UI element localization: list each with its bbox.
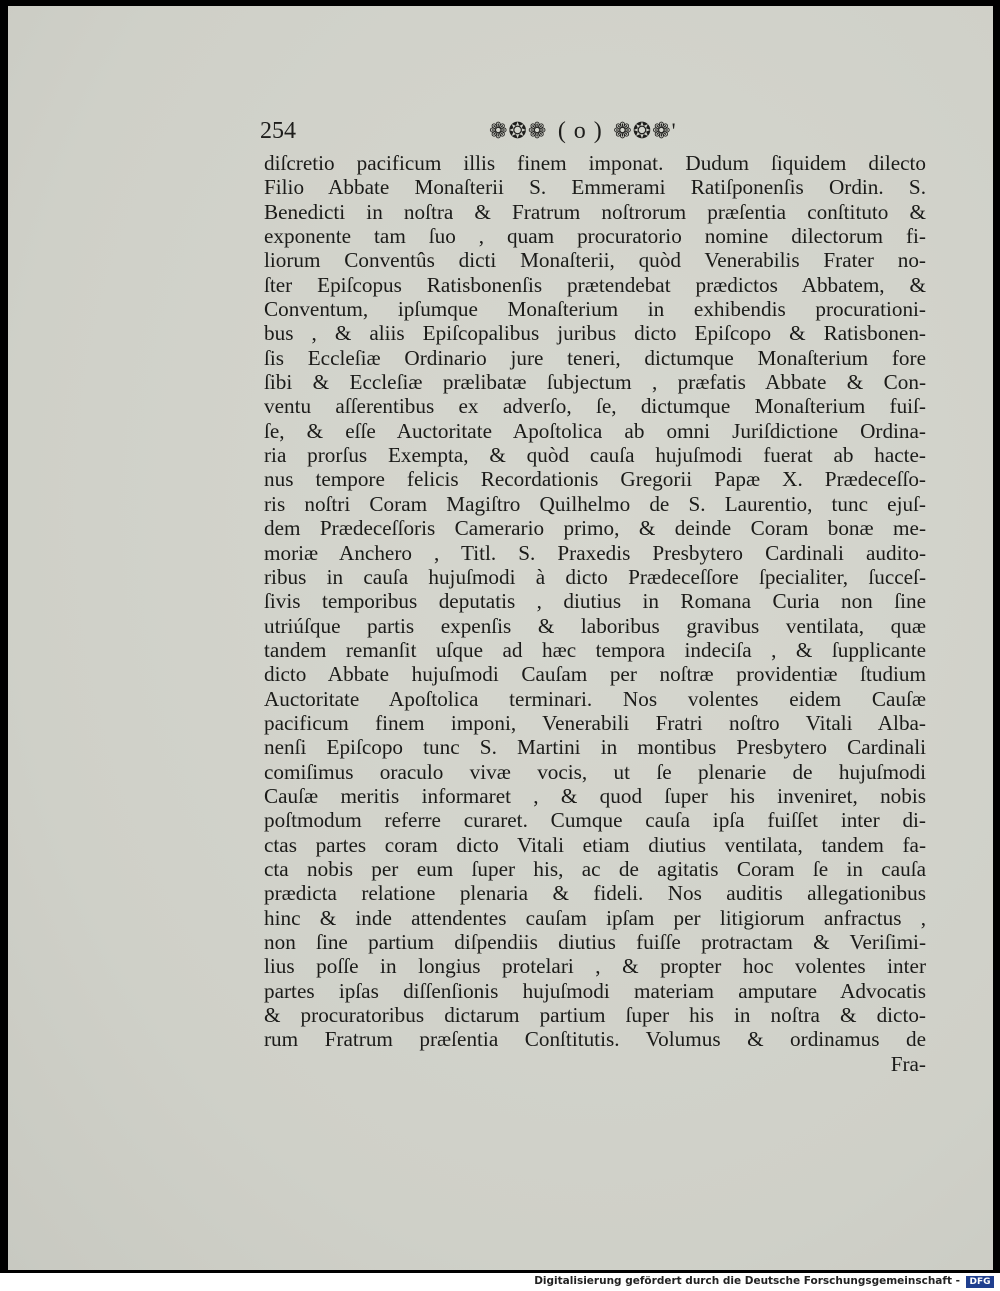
catchword: Fra- bbox=[890, 1051, 926, 1076]
text-line: ris noſtri Coram Magiſtro Quilhelmo de S. Laurentio, tunc ejuſ- bbox=[264, 491, 926, 516]
text-line: exponente tam ſuo , quam procuratorio nomine dilectorum fi- bbox=[264, 224, 926, 249]
text-line: dicto Abbate hujuſmodi Cauſam per noſtræ providentiæ ſtudium bbox=[264, 662, 926, 687]
text-line: hinc & inde attendentes cauſam ipſam per litigiorum anfractus , bbox=[264, 905, 926, 930]
text-line: dem Prædeceſſoris Camerario primo, & deinde Coram bonæ me- bbox=[264, 516, 926, 541]
text-line: moriæ Anchero , Titl. S. Praxedis Presbytero Cardinali audito- bbox=[264, 540, 926, 565]
text-line: cta nobis per eum ſuper his, ac de agitatis Coram ſe in cauſa bbox=[264, 856, 926, 881]
text-line: partes ipſas diſſenſionis hujuſmodi materiam amputare Advocatis bbox=[264, 978, 926, 1003]
text-line: ſter Epiſcopus Ratisbonenſis prætendebat prædictos Abbatem, & bbox=[264, 272, 926, 297]
text-line: prædicta relatione plenaria & fideli. Nos auditis allegationibus bbox=[264, 881, 926, 906]
footer-bar bbox=[0, 1273, 1000, 1291]
text-line: tandem remanſit uſque ad hæc tempora indeciſa , & ſupplicante bbox=[264, 637, 926, 662]
text-line: Filio Abbate Monaſterii S. Emmerami Ratiſponenſis Ordin. S. bbox=[264, 175, 926, 200]
text-line: pacificum finem imponi, Venerabili Fratri noſtro Vitali Alba- bbox=[264, 710, 926, 735]
text-line: comiſimus oraculo vivæ vocis, ut ſe plenarie de hujuſmodi bbox=[264, 759, 926, 784]
footer-credit: Digitalisierung gefördert durch die Deutsche Forschungsgemeinschaft - bbox=[534, 1275, 960, 1287]
ornament-left: ❁❂❁ bbox=[489, 118, 548, 143]
document-page bbox=[8, 6, 993, 1270]
text-line: nus tempore felicis Recordationis Gregorii Papæ X. Prædeceſſo- bbox=[264, 467, 926, 492]
text-line: poſtmodum referre curaret. Cumque cauſa ipſa fuiſſet inter di- bbox=[264, 808, 926, 833]
text-line: Auctoritate Apoſtolica terminari. Nos volentes eidem Cauſæ bbox=[264, 686, 926, 711]
text-line: Benedicti in noſtra & Fratrum noſtrorum præſentia conſtituto & bbox=[264, 199, 926, 224]
text-line: rum Fratrum præſentia Conſtitutis. Volumus & ordinamus de bbox=[264, 1027, 926, 1052]
text-line: liorum Conventûs dicti Monaſterii, quòd Venerabilis Frater no- bbox=[264, 248, 926, 273]
body-text bbox=[264, 151, 926, 1076]
header-center: ( o ) bbox=[557, 118, 603, 144]
text-line: diſcretio pacificum illis finem imponat. Dudum ſiquidem dilecto bbox=[264, 151, 926, 175]
page-number: 254 bbox=[260, 118, 296, 144]
text-line: non ſine partium diſpendiis diutius fuiſſe protractam & Veriſimi- bbox=[264, 930, 926, 954]
text-line: ſibi & Eccleſiæ prælibatæ ſubjectum , præfatis Abbate & Con- bbox=[264, 370, 926, 395]
text-line: ſivis temporibus deputatis , diutius in Romana Curia non ſine bbox=[264, 589, 926, 614]
text-line: ſe, & eſſe Auctoritate Apoſtolica ab omni Juriſdictione Ordina- bbox=[264, 418, 926, 443]
text-line: ventu aſſerentibus ex adverſo, ſe, dictumque Monaſterium fuiſ- bbox=[264, 394, 926, 419]
text-line: ctas partes coram dicto Vitali etiam diutius ventilata, tandem fa- bbox=[264, 832, 926, 857]
text-line: bus , & aliis Epiſcopalibus juribus dicto Epiſcopo & Ratisbonen- bbox=[264, 321, 926, 346]
text-line: & procuratoribus dictarum partium ſuper his in noſtra & dicto- bbox=[264, 1003, 926, 1028]
ornament-right: ❁❂❁' bbox=[613, 118, 677, 143]
text-line: lius poſſe in longius protelari , & propter hoc volentes inter bbox=[264, 954, 926, 979]
text-line: ria prorſus Exempta, & quòd cauſa hujuſmodi fuerat ab hacte- bbox=[264, 443, 926, 468]
text-line: ſis Eccleſiæ Ordinario jure teneri, dictumque Monaſterium fore bbox=[264, 345, 926, 370]
page-header bbox=[260, 118, 760, 148]
text-line: nenſi Epiſcopo tunc S. Martini in montibus Presbytero Cardinali bbox=[264, 735, 926, 760]
text-line: ribus in cauſa hujuſmodi à dicto Prædeceſſore ſpecialiter, ſucceſ- bbox=[264, 564, 926, 589]
text-line: Conventum, ipſumque Monaſterium in exhibendis procurationi- bbox=[264, 297, 926, 322]
header-ornament bbox=[489, 118, 677, 145]
dfg-logo: DFG bbox=[966, 1276, 994, 1288]
text-line: Cauſæ meritis informaret , & quod ſuper his inveniret, nobis bbox=[264, 783, 926, 808]
text-line: utriúſque partis expenſis & laboribus gravibus ventilata, quæ bbox=[264, 613, 926, 638]
